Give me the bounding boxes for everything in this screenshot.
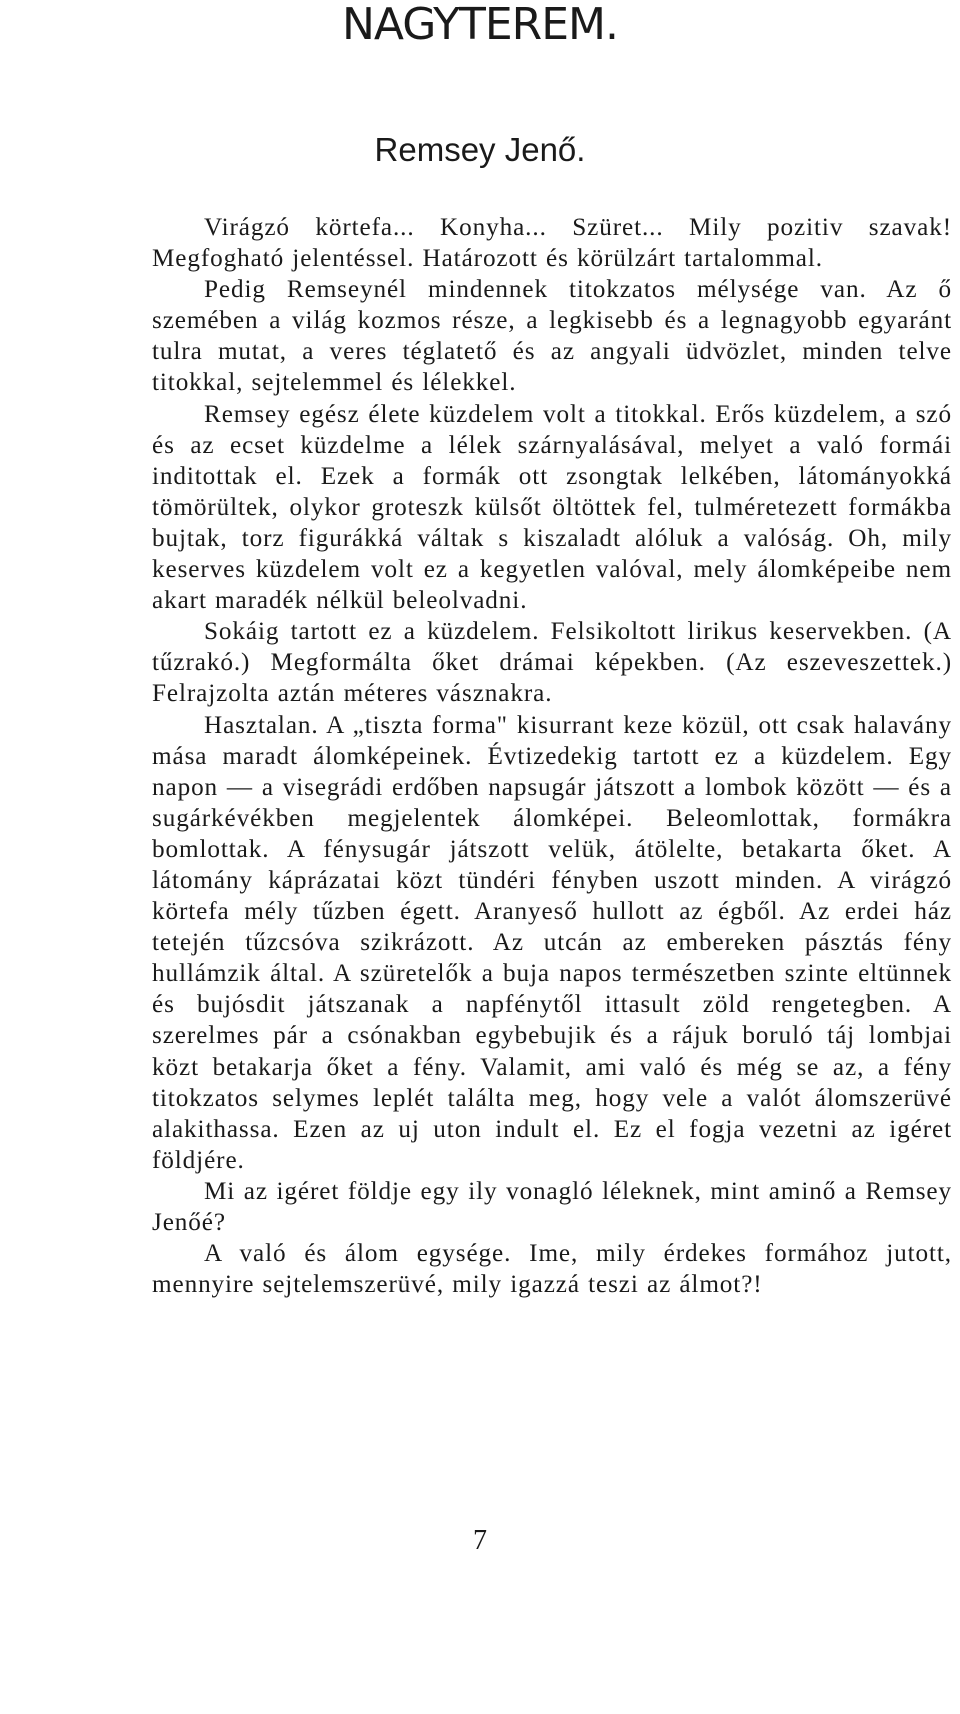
paragraph: Hasztalan. A „tiszta forma" kisurrant keze közül, ott csak halavány mása maradt álomképeinek. Évtizedekig tartott ez a küzdelem. Egy napon — a visegrádi erdőben napsugár játszott a lombok között — és a sugárkévékben megjelentek álomképei. Beleomlottak, formákra bomlottak. A fénysugár játszott velük, átölelte, betakarta őket. A látomány káprázatai közt tündéri fényben uszott minden. A virágzó körtefa mély tűzben égett. Aranyeső hullott az égből. Az erdei ház tetején tűzcsóva szikrázott. Az utcán az embereken pásztás fény hullámzik által. A szüretelők a buja napos természetben szinte eltünnek és bujósdit játszanak a napfénytől ittasult zöld rengetegben. A szerelmes pár a csónakban egybebujik és a rájuk boruló táj lombjai közt betakarja őket a fény. Valamit, ami való és még se az, a fény titokzatos selymes leplét találta meg, hogy vele a valót álomszerüvé alakithassa. Ezen az uj uton indult el. Ez el fogja vezetni az igéret földjére. bbox=[152, 711, 952, 1174]
running-title: NAGYTEREM. bbox=[341, 0, 619, 50]
paragraph: A való és álom egysége. Ime, mily érdekes formához jutott, mennyire sejtelemszerüvé, mily igazzá teszi az álmot?! bbox=[152, 1240, 952, 1299]
paragraph: Mi az igéret földje egy ily vonagló léleknek, mint aminő a Remsey Jenőé? bbox=[152, 1177, 952, 1236]
article-body bbox=[152, 212, 952, 1300]
page-number: 7 bbox=[473, 1525, 487, 1556]
paragraph: Sokáig tartott ez a küzdelem. Felsikoltott lirikus keservekben. (A tűzrakó.) Megformálta őket drámai képekben. (Az eszeveszettek.) Felrajzolta aztán méteres vásznakra. bbox=[152, 618, 952, 708]
article-title: Remsey Jenő. bbox=[374, 131, 586, 168]
paragraph: Remsey egész élete küzdelem volt a titokkal. Erős küzdelem, a szó és az ecset küzdelme a lélek szárnyalásával, melyet a való formái inditottak el. Ezek a formák ott zsongtak lelkében, látományokká tömörültek, olykor groteszk külsőt öltöttek fel, tulméretezett formákba bujtak, torz figurákká váltak s kiszaladt alóluk a valóság. Oh, mily keserves küzdelem volt ez a kegyetlen valóval, mely álomképeibe nem akart maradék nélkül beleolvadni. bbox=[152, 400, 952, 615]
paragraph: Virágzó körtefa... Konyha... Szüret... Mily pozitiv szavak! Megfogható jelentéssel. Határozott és körülzárt tartalommal. bbox=[152, 214, 952, 273]
paragraph: Pedig Remseynél mindennek titokzatos mélysége van. Az ő szemében a világ kozmos része, a legkisebb és a legnagyobb egyaránt tulra mutat, a veres téglatető és az angyali üdvözlet, minden telve titokkal, sejtelemmel és lélekkel. bbox=[152, 276, 952, 397]
